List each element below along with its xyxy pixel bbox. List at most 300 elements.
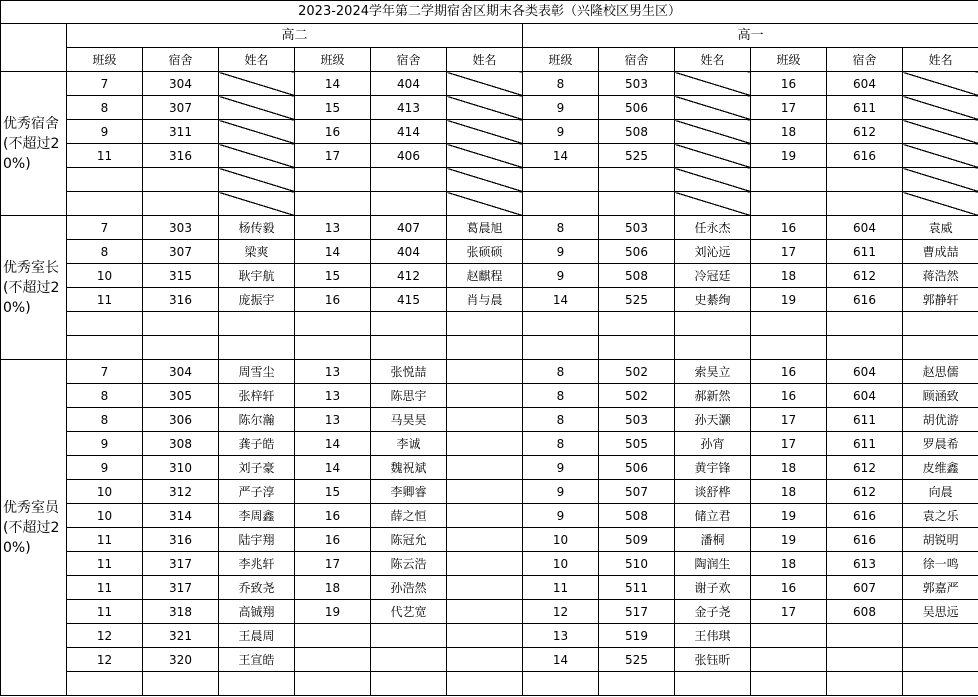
cell-class [523, 168, 599, 192]
cell-dorm: 604 [827, 360, 903, 384]
cell-dorm: 407 [371, 216, 447, 240]
cell-name: 皮维鑫 [903, 456, 978, 480]
cell-class: 10 [67, 264, 143, 288]
cell-class: 13 [295, 408, 371, 432]
cell-name: 王伟琪 [675, 624, 751, 648]
cell-dorm: 511 [599, 576, 675, 600]
cell-class: 9 [523, 456, 599, 480]
cell-class: 9 [523, 96, 599, 120]
empty-slash-cell [675, 144, 751, 168]
cell-class: 13 [295, 384, 371, 408]
cell-class: 8 [523, 384, 599, 408]
table-row [1, 576, 978, 600]
cell-name: 王晨周 [219, 624, 295, 648]
cell-dorm [143, 336, 219, 360]
cell-class: 8 [67, 384, 143, 408]
cell-class: 8 [523, 72, 599, 96]
table-row [1, 360, 978, 384]
cell-dorm: 508 [599, 264, 675, 288]
cell-dorm: 304 [143, 360, 219, 384]
grade-header-senior1: 高一 [523, 24, 978, 48]
cell-dorm: 508 [599, 120, 675, 144]
cell-name: 胡优游 [903, 408, 978, 432]
cell-class [523, 192, 599, 216]
cell-class [67, 192, 143, 216]
table-row [1, 216, 978, 240]
table-row [1, 528, 978, 552]
cell-dorm [827, 312, 903, 336]
empty-slash-cell [675, 168, 751, 192]
cell-name [447, 336, 523, 360]
cell-dorm: 517 [599, 600, 675, 624]
cell-class: 14 [295, 456, 371, 480]
cell-dorm: 414 [371, 120, 447, 144]
cell-dorm [371, 672, 447, 696]
empty-slash-cell [903, 192, 978, 216]
cell-dorm [371, 168, 447, 192]
cell-dorm: 506 [599, 456, 675, 480]
cell-class: 14 [523, 288, 599, 312]
cell-class [295, 336, 371, 360]
cell-class: 9 [67, 456, 143, 480]
cell-dorm: 李诚 [371, 432, 447, 456]
cell-dorm: 316 [143, 528, 219, 552]
empty-slash-cell [903, 72, 978, 96]
cell-dorm: 311 [143, 120, 219, 144]
cell-dorm: 307 [143, 240, 219, 264]
cell-dorm: 616 [827, 144, 903, 168]
cell-dorm: 503 [599, 216, 675, 240]
cell-dorm: 611 [827, 408, 903, 432]
corner-cell [1, 24, 67, 72]
cell-dorm: 611 [827, 240, 903, 264]
cell-dorm: 413 [371, 96, 447, 120]
table-row [1, 168, 978, 192]
cell-dorm: 608 [827, 600, 903, 624]
cell-class: 12 [523, 600, 599, 624]
cell-class: 17 [295, 144, 371, 168]
table-row [1, 456, 978, 480]
empty-slash-cell [675, 72, 751, 96]
cell-name: 李兆轩 [219, 552, 295, 576]
col-header-class: 班级 [751, 48, 827, 72]
cell-dorm: 412 [371, 264, 447, 288]
cell-name [447, 648, 523, 672]
cell-name: 葛晨旭 [447, 216, 523, 240]
cell-dorm: 320 [143, 648, 219, 672]
cell-name: 索昊立 [675, 360, 751, 384]
empty-slash-cell [675, 96, 751, 120]
cell-name [447, 384, 523, 408]
cell-dorm: 306 [143, 408, 219, 432]
cell-dorm: 304 [143, 72, 219, 96]
cell-class: 12 [67, 648, 143, 672]
cell-class: 11 [67, 576, 143, 600]
cell-dorm: 510 [599, 552, 675, 576]
cell-class: 18 [295, 576, 371, 600]
cell-dorm: 代艺宽 [371, 600, 447, 624]
cell-class: 18 [751, 480, 827, 504]
cell-dorm: 507 [599, 480, 675, 504]
cell-dorm: 525 [599, 144, 675, 168]
table-row [1, 72, 978, 96]
empty-slash-cell [903, 120, 978, 144]
table-row [1, 600, 978, 624]
cell-name: 孙宵 [675, 432, 751, 456]
cell-name: 王宣皓 [219, 648, 295, 672]
empty-slash-cell [219, 192, 295, 216]
cell-class: 8 [523, 408, 599, 432]
table-row [1, 288, 978, 312]
cell-dorm: 321 [143, 624, 219, 648]
cell-dorm: 404 [371, 240, 447, 264]
cell-dorm: 薛之恒 [371, 504, 447, 528]
cell-name: 张硕硕 [447, 240, 523, 264]
cell-name [219, 672, 295, 696]
cell-dorm: 604 [827, 384, 903, 408]
cell-name: 金子尧 [675, 600, 751, 624]
cell-dorm: 303 [143, 216, 219, 240]
cell-dorm [827, 168, 903, 192]
cell-name: 赵思儒 [903, 360, 978, 384]
cell-name: 严子淳 [219, 480, 295, 504]
cell-class: 14 [295, 240, 371, 264]
cell-dorm [143, 312, 219, 336]
cell-class [67, 168, 143, 192]
category-label: 优秀宿舍(不超过20%) [1, 72, 67, 216]
cell-name: 刘沁远 [675, 240, 751, 264]
cell-class: 14 [523, 144, 599, 168]
empty-slash-cell [675, 120, 751, 144]
cell-dorm: 611 [827, 96, 903, 120]
col-header-class: 班级 [523, 48, 599, 72]
cell-class [523, 672, 599, 696]
table-row [1, 384, 978, 408]
cell-class: 14 [523, 648, 599, 672]
cell-name: 谢子欢 [675, 576, 751, 600]
cell-name: 庞振宇 [219, 288, 295, 312]
cell-class: 9 [523, 264, 599, 288]
cell-class: 16 [295, 120, 371, 144]
cell-name: 张钰昕 [675, 648, 751, 672]
cell-class: 17 [751, 408, 827, 432]
cell-dorm: 508 [599, 504, 675, 528]
cell-dorm [371, 192, 447, 216]
cell-dorm: 马昊昊 [371, 408, 447, 432]
cell-name: 胡锐明 [903, 528, 978, 552]
cell-class: 11 [67, 288, 143, 312]
cell-name [447, 624, 523, 648]
cell-dorm: 503 [599, 408, 675, 432]
cell-name [903, 672, 978, 696]
cell-class: 9 [523, 240, 599, 264]
cell-name: 高铖翔 [219, 600, 295, 624]
cell-class: 19 [751, 528, 827, 552]
cell-dorm: 604 [827, 72, 903, 96]
cell-class: 7 [67, 72, 143, 96]
cell-class: 13 [295, 360, 371, 384]
cell-name: 孙天灏 [675, 408, 751, 432]
cell-class: 17 [751, 240, 827, 264]
cell-dorm: 305 [143, 384, 219, 408]
cell-class: 9 [523, 120, 599, 144]
cell-class [751, 168, 827, 192]
cell-name [903, 336, 978, 360]
cell-dorm [371, 336, 447, 360]
cell-dorm [827, 648, 903, 672]
table-row [1, 96, 978, 120]
cell-dorm: 315 [143, 264, 219, 288]
cell-dorm: 415 [371, 288, 447, 312]
cell-class: 17 [751, 432, 827, 456]
empty-slash-cell [447, 96, 523, 120]
grade-header-senior2: 高二 [67, 24, 523, 48]
cell-class: 16 [751, 576, 827, 600]
cell-class: 14 [295, 432, 371, 456]
cell-class: 19 [295, 600, 371, 624]
cell-class: 8 [523, 216, 599, 240]
cell-name: 肖与晨 [447, 288, 523, 312]
cell-class: 17 [295, 552, 371, 576]
col-header-name: 姓名 [219, 48, 295, 72]
cell-name [675, 312, 751, 336]
cell-dorm [827, 336, 903, 360]
cell-name [447, 576, 523, 600]
empty-slash-cell [903, 96, 978, 120]
col-header-name: 姓名 [903, 48, 978, 72]
cell-name [447, 600, 523, 624]
cell-dorm: 612 [827, 120, 903, 144]
cell-dorm: 魏祝斌 [371, 456, 447, 480]
cell-dorm: 613 [827, 552, 903, 576]
cell-dorm: 506 [599, 96, 675, 120]
cell-class: 8 [67, 240, 143, 264]
cell-name: 潘桐 [675, 528, 751, 552]
cell-name: 耿宇航 [219, 264, 295, 288]
cell-dorm: 李卿睿 [371, 480, 447, 504]
cell-class [751, 312, 827, 336]
cell-name [219, 336, 295, 360]
cell-name: 谈舒桦 [675, 480, 751, 504]
cell-class: 9 [523, 504, 599, 528]
cell-class: 12 [67, 624, 143, 648]
cell-dorm: 307 [143, 96, 219, 120]
cell-name: 罗晨希 [903, 432, 978, 456]
cell-dorm: 317 [143, 576, 219, 600]
col-header-dorm: 宿舍 [371, 48, 447, 72]
cell-class: 10 [523, 528, 599, 552]
category-label: 优秀室长(不超过20%) [1, 216, 67, 360]
cell-name [903, 312, 978, 336]
cell-class: 8 [523, 360, 599, 384]
cell-dorm: 406 [371, 144, 447, 168]
cell-name [903, 648, 978, 672]
empty-slash-cell [219, 96, 295, 120]
category-label: 优秀室员(不超过20%) [1, 360, 67, 696]
cell-name [447, 360, 523, 384]
cell-dorm: 519 [599, 624, 675, 648]
cell-class [295, 192, 371, 216]
empty-slash-cell [903, 168, 978, 192]
cell-class: 16 [295, 504, 371, 528]
cell-dorm: 525 [599, 288, 675, 312]
cell-class [523, 336, 599, 360]
cell-class [751, 624, 827, 648]
cell-dorm [827, 192, 903, 216]
cell-class: 8 [67, 408, 143, 432]
cell-name [447, 432, 523, 456]
cell-dorm [371, 624, 447, 648]
col-header-class: 班级 [67, 48, 143, 72]
cell-class [67, 672, 143, 696]
cell-name: 张梓轩 [219, 384, 295, 408]
cell-name: 储立君 [675, 504, 751, 528]
cell-dorm: 612 [827, 264, 903, 288]
cell-name: 郭静轩 [903, 288, 978, 312]
cell-dorm: 612 [827, 480, 903, 504]
cell-name [447, 480, 523, 504]
cell-class [751, 648, 827, 672]
cell-dorm [143, 192, 219, 216]
col-header-dorm: 宿舍 [599, 48, 675, 72]
table-row [1, 624, 978, 648]
cell-dorm: 611 [827, 432, 903, 456]
cell-name: 黄宇锋 [675, 456, 751, 480]
cell-class: 14 [295, 72, 371, 96]
cell-class [295, 648, 371, 672]
cell-name: 曹成喆 [903, 240, 978, 264]
cell-name: 杨传毅 [219, 216, 295, 240]
cell-name: 梁爽 [219, 240, 295, 264]
table-row [1, 648, 978, 672]
cell-dorm: 陈云浩 [371, 552, 447, 576]
cell-name [447, 456, 523, 480]
col-header-name: 姓名 [447, 48, 523, 72]
cell-dorm: 612 [827, 456, 903, 480]
cell-dorm [599, 192, 675, 216]
table-row [1, 504, 978, 528]
cell-class: 9 [67, 432, 143, 456]
cell-name [675, 336, 751, 360]
cell-name: 史綦绚 [675, 288, 751, 312]
table-row [1, 120, 978, 144]
cell-class: 9 [67, 120, 143, 144]
cell-class [751, 192, 827, 216]
cell-dorm: 616 [827, 504, 903, 528]
cell-class [295, 168, 371, 192]
cell-name: 刘子豪 [219, 456, 295, 480]
cell-dorm: 316 [143, 144, 219, 168]
cell-name: 冷冠廷 [675, 264, 751, 288]
cell-name: 徐一鸣 [903, 552, 978, 576]
cell-dorm [599, 312, 675, 336]
cell-name [903, 624, 978, 648]
cell-name [675, 672, 751, 696]
cell-name: 向晨 [903, 480, 978, 504]
cell-class: 7 [67, 216, 143, 240]
cell-dorm: 502 [599, 360, 675, 384]
cell-dorm [827, 672, 903, 696]
cell-name: 郝新然 [675, 384, 751, 408]
sheet-title: 2023-2024学年第二学期宿舍区期末各类表彰（兴隆校区男生区） [1, 1, 978, 24]
table-row [1, 408, 978, 432]
cell-name: 赵麒程 [447, 264, 523, 288]
cell-dorm: 316 [143, 288, 219, 312]
table-row [1, 144, 978, 168]
cell-name [447, 408, 523, 432]
cell-class: 10 [523, 552, 599, 576]
empty-slash-cell [447, 72, 523, 96]
empty-slash-cell [903, 144, 978, 168]
empty-slash-cell [675, 192, 751, 216]
cell-class: 11 [67, 144, 143, 168]
cell-class: 19 [751, 504, 827, 528]
cell-dorm: 张悦喆 [371, 360, 447, 384]
cell-dorm: 314 [143, 504, 219, 528]
cell-class: 15 [295, 264, 371, 288]
cell-dorm: 孙浩然 [371, 576, 447, 600]
cell-class [295, 624, 371, 648]
table-row [1, 336, 978, 360]
cell-dorm: 310 [143, 456, 219, 480]
cell-class [751, 336, 827, 360]
table-row [1, 552, 978, 576]
cell-class: 13 [295, 216, 371, 240]
cell-name [447, 552, 523, 576]
cell-dorm: 308 [143, 432, 219, 456]
cell-class: 16 [295, 528, 371, 552]
cell-class: 8 [523, 432, 599, 456]
cell-name: 陶润生 [675, 552, 751, 576]
table-row [1, 432, 978, 456]
cell-name: 任永杰 [675, 216, 751, 240]
cell-class: 8 [67, 96, 143, 120]
cell-dorm [371, 312, 447, 336]
cell-class [751, 672, 827, 696]
table-row [1, 672, 978, 696]
cell-class: 11 [67, 552, 143, 576]
cell-class: 10 [67, 480, 143, 504]
cell-name: 乔致尧 [219, 576, 295, 600]
empty-slash-cell [219, 120, 295, 144]
empty-slash-cell [219, 168, 295, 192]
cell-class: 18 [751, 552, 827, 576]
cell-name: 李周鑫 [219, 504, 295, 528]
cell-name [447, 504, 523, 528]
empty-slash-cell [447, 120, 523, 144]
cell-class: 13 [523, 624, 599, 648]
cell-dorm [599, 336, 675, 360]
cell-dorm: 525 [599, 648, 675, 672]
cell-dorm [599, 168, 675, 192]
cell-class: 16 [751, 72, 827, 96]
cell-class: 11 [523, 576, 599, 600]
table-row [1, 312, 978, 336]
cell-class: 19 [751, 288, 827, 312]
cell-name: 郭嘉严 [903, 576, 978, 600]
cell-class: 15 [295, 480, 371, 504]
cell-dorm: 404 [371, 72, 447, 96]
cell-class: 18 [751, 264, 827, 288]
cell-dorm [827, 624, 903, 648]
cell-name: 袁之乐 [903, 504, 978, 528]
cell-name: 陆宇翔 [219, 528, 295, 552]
cell-name: 周雪尘 [219, 360, 295, 384]
empty-slash-cell [447, 192, 523, 216]
table-row [1, 264, 978, 288]
cell-dorm: 616 [827, 288, 903, 312]
cell-dorm: 607 [827, 576, 903, 600]
